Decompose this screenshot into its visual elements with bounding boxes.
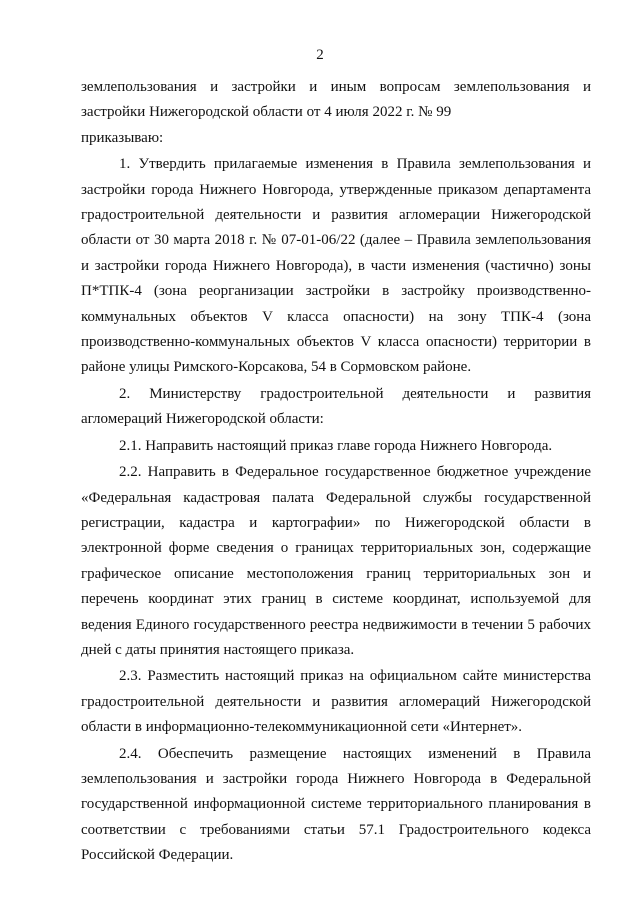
- paragraph-item-2-3: 2.3. Разместить настоящий приказ на официальном сайте министерства градостроительной деятельности и развития агломераций Нижегородской области в информационно-телекоммуникационной сети «Интернет».: [81, 668, 591, 736]
- document-body: [81, 75, 591, 869]
- page-number: 2: [316, 47, 324, 63]
- paragraph-continuation: землепользования и застройки и иным вопросам землепользования и застройки Нижегородской области от 4 июля 2022 г. № 99: [81, 79, 591, 121]
- paragraph-item-2-2: 2.2. Направить в Федеральное государственное бюджетное учреждение «Федеральная кадастровая палата Федеральной службы государственной регистрации, кадастра и картографии» по Нижегородской области в электронной форме сведения о границах территориальных зон, содержащие графическое описание местоположения границ территориальных зон и перечень координат этих границ в системе координат, используемой для ведения Единого государственного реестра недвижимости в течении 5 рабочих дней с даты принятия настоящего приказа.: [81, 464, 591, 658]
- paragraph-item-2-4: 2.4. Обеспечить размещение настоящих изменений в Правила землепользования и застройки города Нижнего Новгорода в Федеральной государственной информационной системе территориального планирования в соответствии с требованиями статьи 57.1 Градостроительного кодекса Российской Федерации.: [81, 745, 591, 864]
- paragraph-item-2-1: 2.1. Направить настоящий приказ главе города Нижнего Новгорода.: [119, 437, 553, 454]
- paragraph-order-word: приказываю:: [81, 129, 164, 146]
- paragraph-item-2: 2. Министерству градостроительной деятельности и развития агломераций Нижегородской области:: [81, 385, 591, 428]
- paragraph-item-1: 1. Утвердить прилагаемые изменения в Правила землепользования и застройки города Нижнего Новгорода, утвержденные приказом департамента градостроительной деятельности и развития агломерации Нижегородской области от 30 марта 2018 г. № 07-01-06/22 (далее – Правила землепользования и застройки города Нижнего Новгорода), в части изменения (частично) зоны П*ТПК-4 (зона реорганизации застройки в застройку производственно-коммунальных объектов V класса опасности) на зону ТПК-4 (зона производственно-коммунальных объектов V класса опасности) территории в районе улицы Римского-Корсакова, 54 в Сормовском районе.: [81, 156, 591, 376]
